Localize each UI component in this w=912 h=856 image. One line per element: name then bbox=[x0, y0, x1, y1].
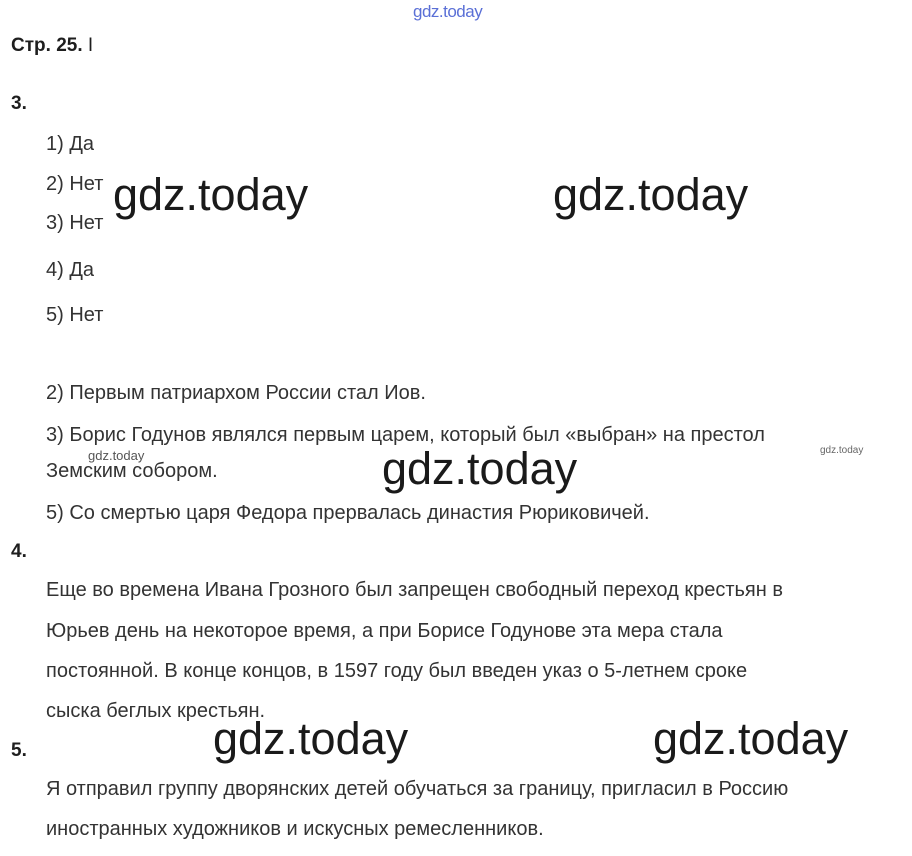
page-title bbox=[11, 35, 93, 57]
task-4-line-4: сыска беглых крестьян. bbox=[46, 700, 266, 722]
task-3-correction-2: 2) Первым патриархом России стал Иов. bbox=[46, 382, 426, 404]
watermark-large-4: gdz.today bbox=[213, 713, 409, 764]
page-title-text: Стр. 25. bbox=[11, 35, 88, 56]
watermark-large-2: gdz.today bbox=[553, 169, 749, 220]
task-4-line-3: постоянной. В конце концов, в 1597 году был введен указ о 5-летнем сроке bbox=[46, 660, 748, 682]
task-3-answer-5: 5) Нет bbox=[46, 304, 104, 326]
watermark-top: gdz.today bbox=[413, 2, 483, 21]
task-4-number: 4. bbox=[11, 541, 27, 562]
watermark-large-1: gdz.today bbox=[113, 169, 309, 220]
task-5-number: 5. bbox=[11, 740, 27, 761]
watermark-small-2: gdz.today bbox=[820, 445, 864, 456]
task-3-answer-3: 3) Нет bbox=[46, 212, 104, 234]
watermark-small-1: gdz.today bbox=[88, 448, 145, 463]
page-title-suffix: I bbox=[87, 35, 94, 56]
watermark-large-3: gdz.today bbox=[382, 443, 578, 494]
task-3-number: 3. bbox=[11, 93, 27, 114]
task-3-correction-5: 5) Со смертью царя Федора прервалась династия Рюриковичей. bbox=[46, 502, 650, 524]
task-3-answer-2: 2) Нет bbox=[46, 173, 104, 195]
task-3-correction-3: 3) Борис Годунов являлся первым царем, который был «выбран» на престол bbox=[46, 424, 765, 446]
task-4-line-2: Юрьев день на некоторое время, а при Борисе Годунове эта мера стала bbox=[46, 620, 723, 642]
task-3-answer-4: 4) Да bbox=[46, 259, 95, 281]
task-3-answer-1: 1) Да bbox=[46, 133, 95, 155]
task-3-correction-3-cont: Земским собором. bbox=[46, 460, 218, 482]
task-5-line-2: иностранных художников и искусных ремесленников. bbox=[46, 818, 544, 840]
watermark-large-5: gdz.today bbox=[653, 713, 849, 764]
task-5-line-1: Я отправил группу дворянских детей обучаться за границу, пригласил в Россию bbox=[46, 778, 789, 800]
task-4-line-1: Еще во времена Ивана Грозного был запрещен свободный переход крестьян в bbox=[46, 579, 783, 601]
